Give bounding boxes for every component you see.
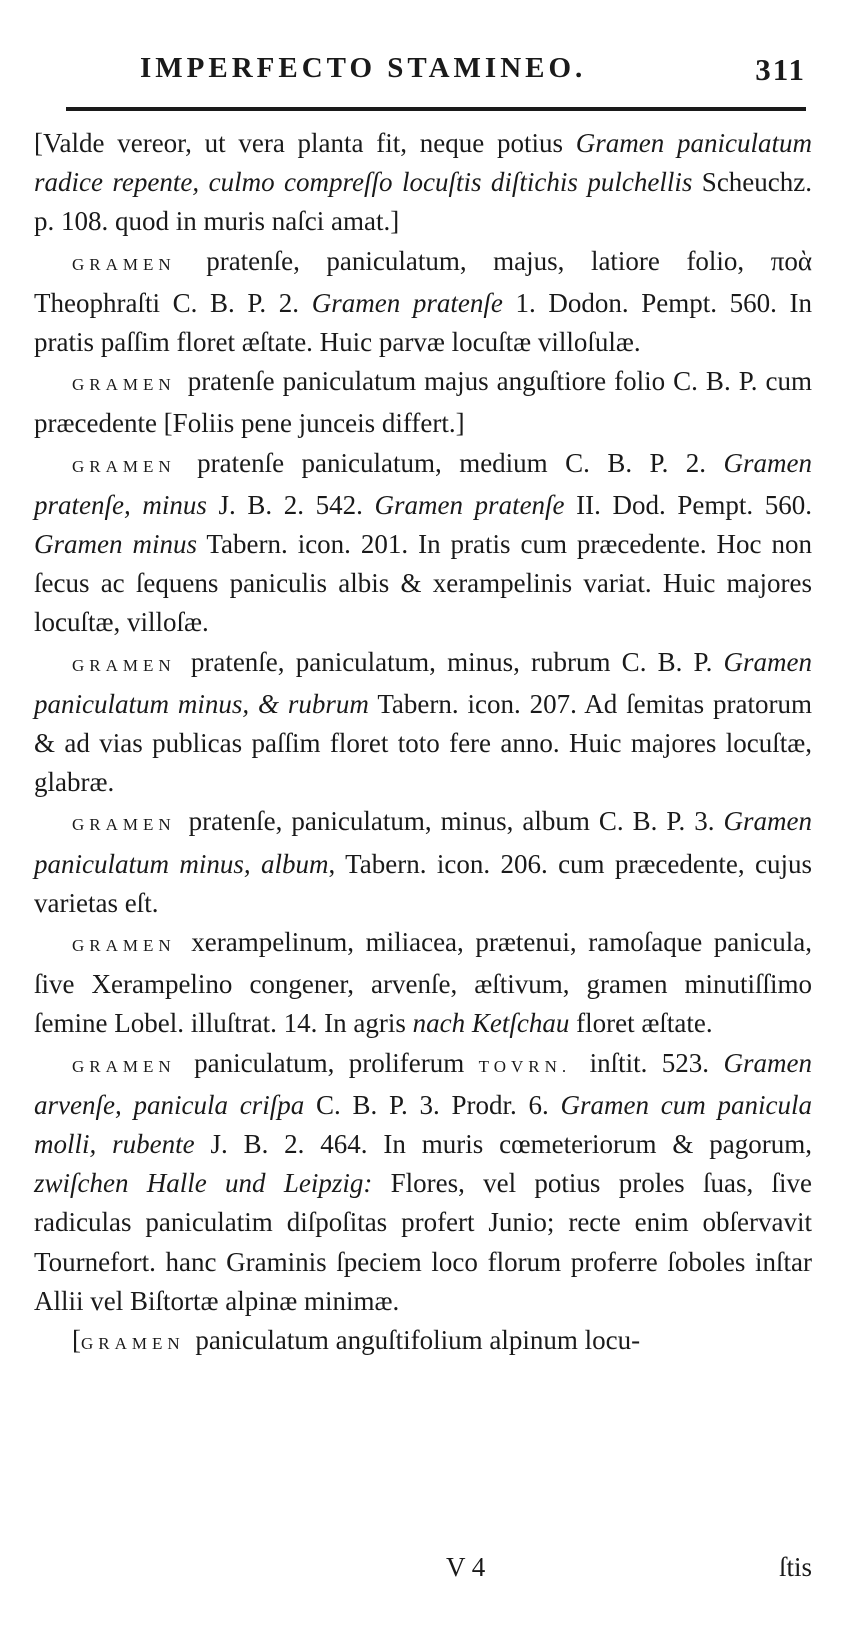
italic-text: Gramen paniculatum minus, & rubrum <box>34 646 812 719</box>
paragraph <box>34 124 812 242</box>
small-caps-term: GRAMEN <box>81 1334 185 1354</box>
text-run: Scheuchz. p. 108. quod in muris naſci amat.] <box>34 167 812 237</box>
text-run: J. B. 2. 464. In muris cœmeteriorum & pagorum, <box>194 1129 812 1160</box>
small-caps-term: GRAMEN <box>72 375 176 395</box>
text-run: pratenſe, paniculatum, minus, rubrum C. B. P. <box>179 646 724 677</box>
paragraph <box>34 242 812 363</box>
text-run: 1. Dodon. Pempt. 560. In pratis paſſim floret æſtate. Huic parvæ locuſtæ villoſulæ. <box>34 287 813 358</box>
text-run: pratenſe, paniculatum, minus, album C. B. P. 3. <box>179 806 724 837</box>
text-run: J. B. 2. 542. <box>206 489 375 520</box>
text-run: paniculatum anguſtifolium alpinum locu- <box>188 1325 641 1356</box>
small-caps-term: GRAMEN <box>72 655 176 675</box>
italic-text: Gramen arvenſe, panicula criſpa <box>34 1047 812 1120</box>
text-run: , Tabern. icon. 206. cum præcedente, cujus varietas eſt. <box>34 848 812 918</box>
italic-text: Gramen pratenſe <box>311 287 503 318</box>
italic-text: Gramen pratenſe <box>374 489 565 520</box>
text-run: xerampelinum, miliacea, prætenui, ramoſaque panicula, ſive Xerampelino congener, arvenſe, æſtivum, gramen minutiſſimo ſemine Lobel. illuſtrat. 14. In agris <box>34 927 812 1039</box>
small-caps-term: TOVRN. <box>478 1056 572 1076</box>
running-head: IMPERFECTO STAMINEO. <box>140 52 587 84</box>
catchword: ſtis <box>778 1552 812 1582</box>
paragraph <box>34 802 812 923</box>
text-run: II. Dod. Pempt. 560. <box>564 489 812 520</box>
italic-text: zwiſchen Halle und Leipzig: <box>34 1168 373 1199</box>
text-run: C. B. P. 3. Prodr. 6. <box>304 1089 561 1120</box>
small-caps-term: GRAMEN <box>72 815 176 835</box>
signature-mark: V 4 <box>446 1552 486 1582</box>
page-number: 311 <box>755 52 806 87</box>
text-run: Tabern. icon. 201. In pratis cum præcedente. Hoc non ſecus ac ſequens paniculis albis & xerampelinis variat. Huic majores locuſtæ, villoſæ. <box>34 529 812 638</box>
italic-text: Gramen paniculatum minus, album <box>34 806 812 879</box>
text-run: inſtit. 523. <box>575 1047 724 1078</box>
italic-text: Gramen minus <box>34 529 197 560</box>
italic-text: nach Ketſchau <box>412 1008 570 1039</box>
header-rule <box>66 107 806 111</box>
paragraph <box>34 444 812 643</box>
small-caps-term: GRAMEN <box>72 1056 176 1076</box>
text-run: Flores, vel potius proles ſuas, ſive radiculas paniculatim diſpoſitas profert Junio; recte enim obſervavit Tournefort. hanc Graminis ſpeciem loco florum proferre ſoboles inſtar Allii vel Biſtortæ alpinæ minimæ. <box>34 1168 812 1316</box>
body-text <box>34 124 812 1363</box>
paragraph <box>34 1321 812 1363</box>
small-caps-term: GRAMEN <box>72 456 176 476</box>
paragraph <box>34 362 812 443</box>
text-run: pratenſe, paniculatum, majus, latiore folio, ποὰ Theophraſti C. B. P. 2. <box>34 245 812 318</box>
page-header <box>66 52 806 92</box>
text-run: Tabern. icon. 207. Ad ſemitas pratorum & ad vias publicas paſſim floret toto fere anno. Huic majores locuſtæ, glabræ. <box>34 688 812 798</box>
italic-text: Gramen pratenſe, minus <box>34 447 812 520</box>
italic-text: Gramen cum panicula molli, rubente <box>34 1089 812 1160</box>
text-run: [ <box>72 1325 81 1356</box>
small-caps-term: GRAMEN <box>72 936 176 956</box>
text-run: [Valde vereor, ut vera planta fit, neque potius <box>34 128 576 158</box>
paragraph <box>34 923 812 1044</box>
paragraph <box>34 643 812 803</box>
small-caps-term: GRAMEN <box>72 254 176 274</box>
text-run: floret æſtate. <box>569 1008 713 1039</box>
italic-text: Gramen paniculatum radice repente, culmo compreſſo locuſtis diſtichis pulchellis <box>34 128 812 198</box>
footer-line <box>34 1552 812 1592</box>
paragraph <box>34 1044 812 1321</box>
text-run: pratenſe paniculatum, medium C. B. P. 2. <box>179 447 724 478</box>
text-run: paniculatum, proliferum <box>179 1047 479 1078</box>
text-run: pratenſe paniculatum majus anguſtiore folio C. B. P. cum præcedente [Foliis pene junceis differt.] <box>34 366 812 439</box>
